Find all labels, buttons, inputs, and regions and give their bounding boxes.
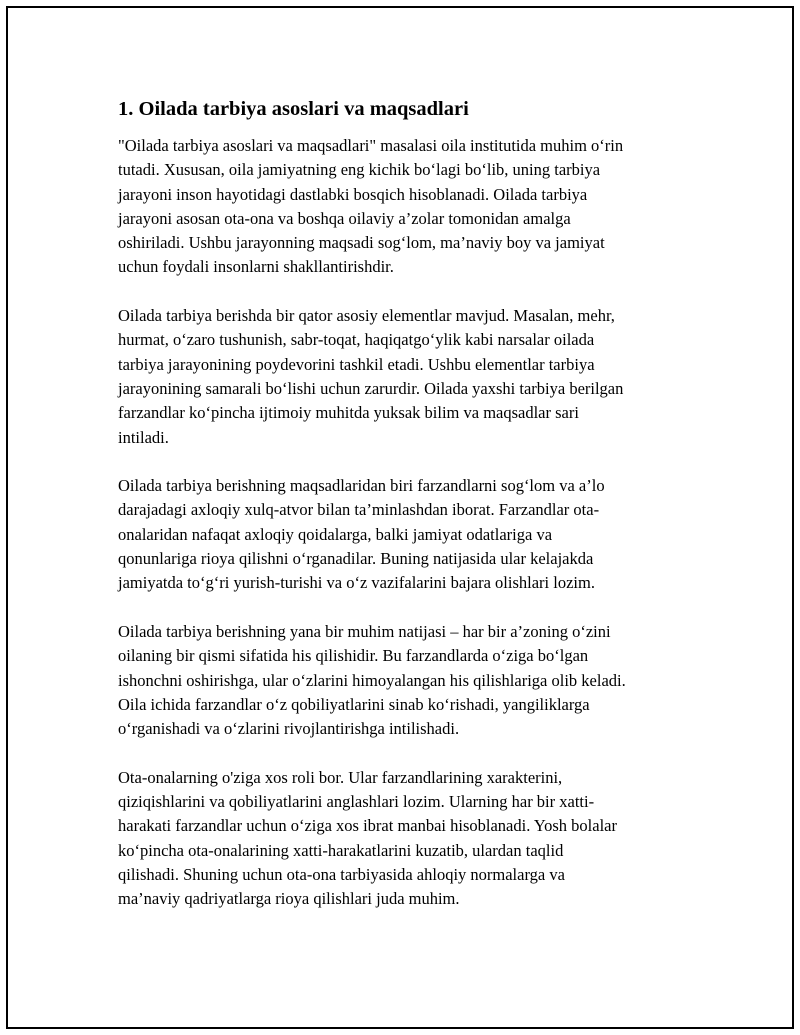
paragraph-line: o‘rganishadi va o‘zlarini rivojlantirishga intilishadi. bbox=[118, 719, 460, 739]
paragraph-line: ma’naviy qadriyatlarga rioya qilishlari juda muhim. bbox=[118, 889, 460, 909]
paragraph-line: ishonchni oshirishga, ular o‘zlarini himoyalangan his qilishlariga olib keladi. bbox=[118, 670, 626, 690]
paragraph-line: jarayoni asosan ota-ona va boshqa oilaviy a’zolar tomonidan amalga bbox=[118, 208, 571, 228]
paragraph-line: jarayoni inson hayotidagi dastlabki bosqich hisoblanadi. Oilada tarbiya bbox=[118, 184, 588, 204]
paragraph bbox=[118, 304, 698, 450]
paragraph-line: qilishadi. Shuning uchun ota-ona tarbiyasida ahloqiy normalarga va bbox=[118, 864, 565, 884]
paragraph-line: oilaning bir qismi sifatida his qilishidir. Bu farzandlarda o‘ziga bo‘lgan bbox=[118, 646, 589, 666]
page-frame bbox=[6, 6, 794, 1029]
paragraph-line: intiladi. bbox=[118, 427, 169, 447]
paragraph bbox=[118, 134, 698, 280]
paragraph-line: jamiyatda to‘g‘ri yurish-turishi va o‘z vazifalarini bajara olishlari lozim. bbox=[118, 573, 595, 593]
paragraph bbox=[118, 766, 698, 912]
paragraph-line: uchun foydali insonlarni shakllantirishdir. bbox=[118, 257, 394, 277]
paragraph bbox=[118, 620, 698, 741]
paragraph-line: ko‘pincha ota-onalarining xatti-harakatlarini kuzatib, ulardan taqlid bbox=[118, 840, 564, 860]
paragraph-line: Ota-onalarning o'ziga xos roli bor. Ular farzandlarining xarakterini, bbox=[118, 767, 563, 787]
paragraph-line: "Oilada tarbiya asoslari va maqsadlari" masalasi oila institutida muhim o‘rin bbox=[118, 136, 624, 155]
paragraph-line: darajadagi axloqiy xulq-atvor bilan ta’minlashdan iborat. Farzandlar ota- bbox=[118, 500, 600, 520]
paragraph-line: tarbiya jarayonining poydevorini tashkil etadi. Ushbu elementlar tarbiya bbox=[118, 354, 595, 374]
document-body bbox=[118, 96, 698, 936]
paragraph-line: Oilada tarbiya berishning maqsadlaridan biri farzandlarni sog‘lom va a’lo bbox=[118, 476, 605, 496]
paragraph-line: tutadi. Xususan, oila jamiyatning eng kichik bo‘lagi bo‘lib, uning tarbiya bbox=[118, 160, 601, 180]
paragraph-line: onalaridan nafaqat axloqiy qoidalarga, balki jamiyat odatlariga va bbox=[118, 524, 553, 544]
paragraph-line: qiziqishlarini va qobiliyatlarini anglashlari lozim. Ularning har bir xatti- bbox=[118, 792, 595, 812]
paragraph-line: Oilada tarbiya berishda bir qator asosiy elementlar mavjud. Masalan, mehr, bbox=[118, 306, 615, 326]
paragraph-line: qonunlariga rioya qilishni o‘rganadilar. Buning natijasida ular kelajakda bbox=[118, 549, 594, 569]
paragraph-line: Oila ichida farzandlar o‘z qobiliyatlarini sinab ko‘rishadi, yangiliklarga bbox=[118, 694, 590, 714]
paragraph-line: hurmat, o‘zaro tushunish, sabr-toqat, haqiqatgo‘ylik kabi narsalar oilada bbox=[118, 330, 595, 350]
paragraphs bbox=[118, 134, 698, 912]
paragraph-line: Oilada tarbiya berishning yana bir muhim natijasi – har bir a’zoning o‘zini bbox=[118, 621, 611, 641]
document-title: 1. Oilada tarbiya asoslari va maqsadlari bbox=[118, 98, 469, 120]
paragraph-line: farzandlar ko‘pincha ijtimoiy muhitda yuksak bilim va maqsadlar sari bbox=[118, 403, 579, 423]
paragraph-line: harakati farzandlar uchun o‘ziga xos ibrat manbai hisoblanadi. Yosh bolalar bbox=[118, 816, 617, 836]
paragraph-line: oshiriladi. Ushbu jarayonning maqsadi sog‘lom, ma’naviy boy va jamiyat bbox=[118, 233, 605, 253]
paragraph bbox=[118, 474, 698, 595]
paragraph-line: jarayonining samarali bo‘lishi uchun zarurdir. Oilada yaxshi tarbiya berilgan bbox=[118, 378, 624, 398]
